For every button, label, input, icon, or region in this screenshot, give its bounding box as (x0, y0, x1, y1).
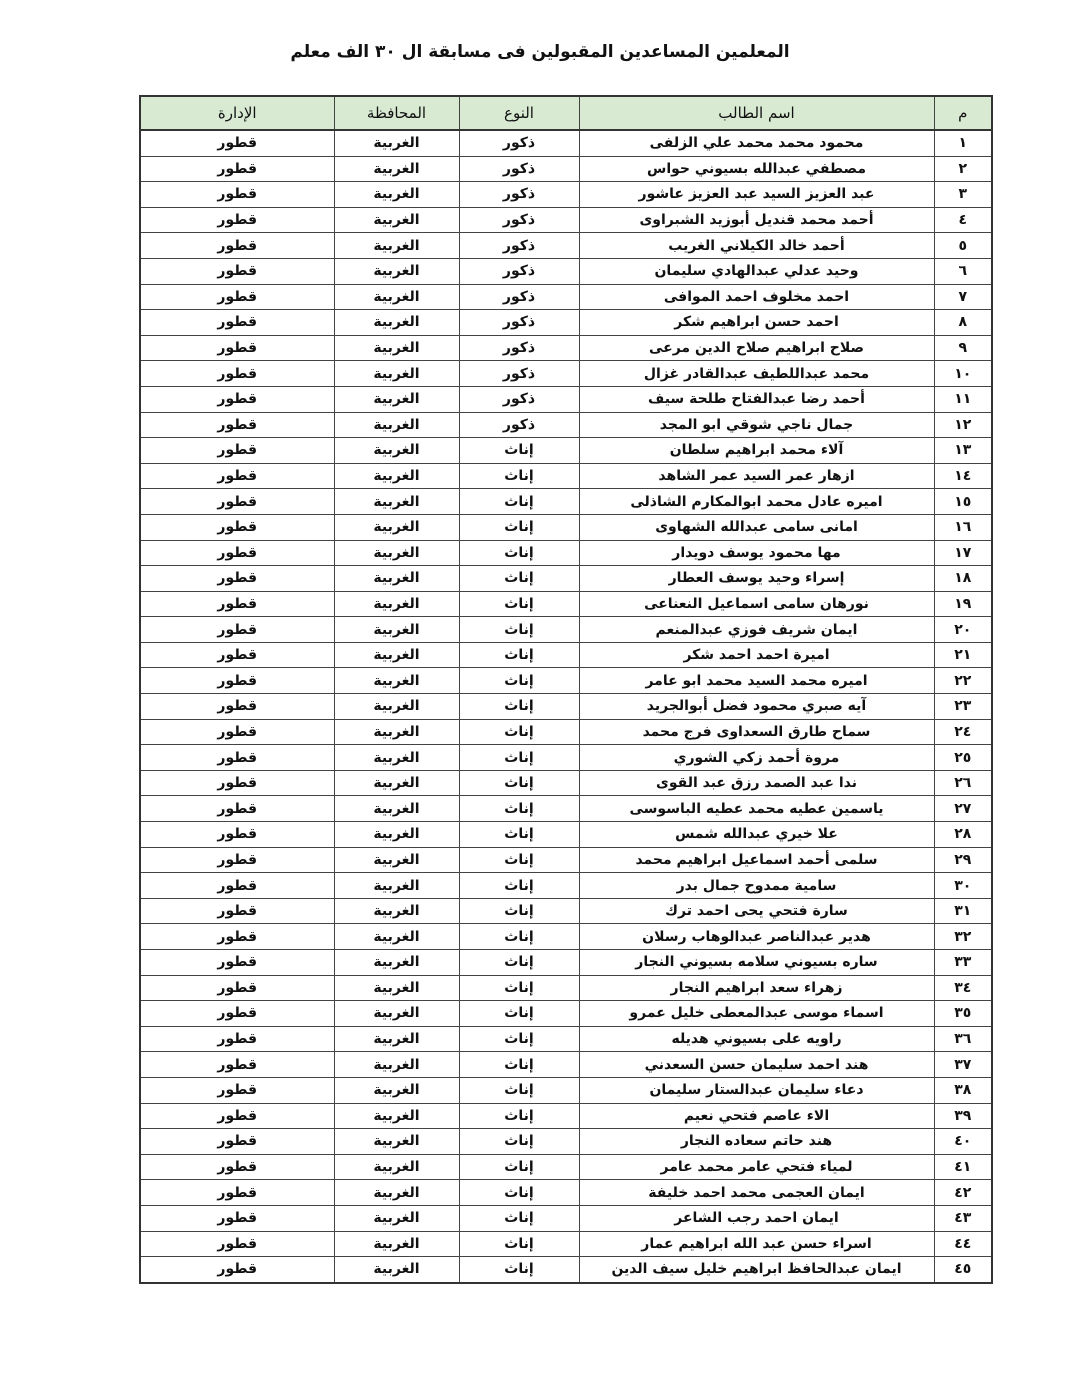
gender-cell: إناث (459, 463, 579, 489)
governorate-cell: الغربية (334, 489, 459, 515)
document-title: المعلمين المساعدين المقبولين فى مسابقة ال ٣٠ الف معلم (290, 42, 790, 62)
table-header-row (140, 96, 992, 130)
table-row (140, 591, 992, 617)
table-body (140, 130, 992, 1283)
administration-cell: قطور (140, 1077, 334, 1103)
row-number: ٢١ (934, 642, 992, 668)
administration-cell: قطور (140, 617, 334, 643)
governorate-cell: الغربية (334, 361, 459, 387)
row-number: ٨ (934, 310, 992, 336)
table-row (140, 1205, 992, 1231)
gender-cell: إناث (459, 745, 579, 771)
student-name: سماح طارق السعداوى فرج محمد (579, 719, 934, 745)
student-name: مصطفي عبدالله بسيوني حواس (579, 156, 934, 182)
table-row (140, 514, 992, 540)
row-number: ٣٥ (934, 1001, 992, 1027)
governorate-cell: الغربية (334, 719, 459, 745)
student-name: أحمد محمد قنديل أبوزيد الشبراوى (579, 207, 934, 233)
column-header-name: اسم الطالب (579, 96, 934, 130)
administration-cell: قطور (140, 130, 334, 156)
student-name: عبد العزيز السيد عبد العزيز عاشور (579, 182, 934, 208)
table-row (140, 1180, 992, 1206)
student-name: الاء عاصم فتحي نعيم (579, 1103, 934, 1129)
gender-cell: ذكور (459, 335, 579, 361)
student-name: سلمى أحمد اسماعيل ابراهيم محمد (579, 847, 934, 873)
governorate-cell: الغربية (334, 335, 459, 361)
row-number: ٣٠ (934, 873, 992, 899)
student-name: هدير عبدالناصر عبدالوهاب رسلان (579, 924, 934, 950)
student-name: محمد عبداللطيف عبدالقادر غزال (579, 361, 934, 387)
administration-cell: قطور (140, 898, 334, 924)
gender-cell: ذكور (459, 130, 579, 156)
student-name: ساره بسيوني سلامه بسيوني النجار (579, 950, 934, 976)
row-number: ٥ (934, 233, 992, 259)
table-row (140, 873, 992, 899)
gender-cell: ذكور (459, 386, 579, 412)
governorate-cell: الغربية (334, 1103, 459, 1129)
student-name: أحمد رضا عبدالفتاح طلحة سيف (579, 386, 934, 412)
gender-cell: إناث (459, 591, 579, 617)
table-row (140, 694, 992, 720)
gender-cell: إناث (459, 847, 579, 873)
administration-cell: قطور (140, 1180, 334, 1206)
column-header-administration: الإدارة (140, 96, 334, 130)
gender-cell: إناث (459, 822, 579, 848)
student-name: وحيد عدلي عبدالهادي سليمان (579, 258, 934, 284)
administration-cell: قطور (140, 694, 334, 720)
student-name: اميرة احمد احمد شكر (579, 642, 934, 668)
administration-cell: قطور (140, 156, 334, 182)
governorate-cell: الغربية (334, 182, 459, 208)
administration-cell: قطور (140, 1103, 334, 1129)
governorate-cell: الغربية (334, 310, 459, 336)
governorate-cell: الغربية (334, 412, 459, 438)
table-row (140, 489, 992, 515)
row-number: ٢٥ (934, 745, 992, 771)
gender-cell: إناث (459, 1077, 579, 1103)
governorate-cell: الغربية (334, 770, 459, 796)
row-number: ١٨ (934, 566, 992, 592)
gender-cell: إناث (459, 489, 579, 515)
table-row (140, 924, 992, 950)
governorate-cell: الغربية (334, 924, 459, 950)
administration-cell: قطور (140, 438, 334, 464)
administration-cell: قطور (140, 745, 334, 771)
table-row (140, 1001, 992, 1027)
governorate-cell: الغربية (334, 950, 459, 976)
gender-cell: ذكور (459, 182, 579, 208)
row-number: ٩ (934, 335, 992, 361)
table-row (140, 361, 992, 387)
gender-cell: ذكور (459, 258, 579, 284)
gender-cell: إناث (459, 898, 579, 924)
table-row (140, 642, 992, 668)
row-number: ٢٢ (934, 668, 992, 694)
table-row (140, 898, 992, 924)
governorate-cell: الغربية (334, 207, 459, 233)
table-row (140, 438, 992, 464)
row-number: ٣٧ (934, 1052, 992, 1078)
row-number: ٢ (934, 156, 992, 182)
table-row (140, 566, 992, 592)
table-row (140, 745, 992, 771)
governorate-cell: الغربية (334, 642, 459, 668)
table-row (140, 822, 992, 848)
gender-cell: إناث (459, 1154, 579, 1180)
administration-cell: قطور (140, 1257, 334, 1283)
governorate-cell: الغربية (334, 438, 459, 464)
student-name: ياسمين عطيه محمد عطيه الباسوسى (579, 796, 934, 822)
gender-cell: إناث (459, 540, 579, 566)
governorate-cell: الغربية (334, 1129, 459, 1155)
administration-cell: قطور (140, 310, 334, 336)
student-name: راويه على بسيوني هديله (579, 1026, 934, 1052)
administration-cell: قطور (140, 591, 334, 617)
student-name: آلاء محمد ابراهيم سلطان (579, 438, 934, 464)
governorate-cell: الغربية (334, 694, 459, 720)
gender-cell: ذكور (459, 412, 579, 438)
student-name: سارة فتحي يحى احمد ترك (579, 898, 934, 924)
administration-cell: قطور (140, 284, 334, 310)
administration-cell: قطور (140, 770, 334, 796)
table-row (140, 284, 992, 310)
table-row (140, 847, 992, 873)
administration-cell: قطور (140, 1052, 334, 1078)
student-name: أحمد خالد الكيلاني الغريب (579, 233, 934, 259)
governorate-cell: الغربية (334, 284, 459, 310)
governorate-cell: الغربية (334, 668, 459, 694)
student-name: مها محمود يوسف دويدار (579, 540, 934, 566)
administration-cell: قطور (140, 873, 334, 899)
table-row (140, 182, 992, 208)
administration-cell: قطور (140, 847, 334, 873)
student-name: ايمان احمد رجب الشاعر (579, 1205, 934, 1231)
row-number: ٣٨ (934, 1077, 992, 1103)
governorate-cell: الغربية (334, 386, 459, 412)
gender-cell: إناث (459, 796, 579, 822)
governorate-cell: الغربية (334, 233, 459, 259)
gender-cell: ذكور (459, 207, 579, 233)
student-name: مروة أحمد زكي الشوري (579, 745, 934, 771)
gender-cell: ذكور (459, 284, 579, 310)
student-name: هند احمد سليمان حسن السعدني (579, 1052, 934, 1078)
student-name: اميره عادل محمد ابوالمكارم الشاذلى (579, 489, 934, 515)
student-name: زهراء سعد ابراهيم النجار (579, 975, 934, 1001)
administration-cell: قطور (140, 489, 334, 515)
row-number: ٤٤ (934, 1231, 992, 1257)
administration-cell: قطور (140, 514, 334, 540)
governorate-cell: الغربية (334, 1257, 459, 1283)
student-name: سامية ممدوح جمال بدر (579, 873, 934, 899)
administration-cell: قطور (140, 258, 334, 284)
gender-cell: إناث (459, 950, 579, 976)
row-number: ١٠ (934, 361, 992, 387)
row-number: ٤٢ (934, 1180, 992, 1206)
row-number: ٣٩ (934, 1103, 992, 1129)
administration-cell: قطور (140, 719, 334, 745)
administration-cell: قطور (140, 566, 334, 592)
student-name: ازهار عمر السيد عمر الشاهد (579, 463, 934, 489)
governorate-cell: الغربية (334, 566, 459, 592)
table-row (140, 412, 992, 438)
administration-cell: قطور (140, 463, 334, 489)
row-number: ٢٦ (934, 770, 992, 796)
governorate-cell: الغربية (334, 822, 459, 848)
column-header-governorate: المحافظة (334, 96, 459, 130)
governorate-cell: الغربية (334, 156, 459, 182)
gender-cell: إناث (459, 694, 579, 720)
governorate-cell: الغربية (334, 1231, 459, 1257)
gender-cell: إناث (459, 438, 579, 464)
governorate-cell: الغربية (334, 1205, 459, 1231)
governorate-cell: الغربية (334, 463, 459, 489)
administration-cell: قطور (140, 642, 334, 668)
row-number: ١٧ (934, 540, 992, 566)
gender-cell: ذكور (459, 361, 579, 387)
administration-cell: قطور (140, 361, 334, 387)
governorate-cell: الغربية (334, 1026, 459, 1052)
table-row (140, 950, 992, 976)
table-row (140, 1257, 992, 1283)
governorate-cell: الغربية (334, 617, 459, 643)
table-row (140, 130, 992, 156)
governorate-cell: الغربية (334, 847, 459, 873)
table-row (140, 1231, 992, 1257)
gender-cell: ذكور (459, 156, 579, 182)
accepted-teachers-table (139, 95, 993, 1284)
row-number: ١٤ (934, 463, 992, 489)
gender-cell: إناث (459, 975, 579, 1001)
administration-cell: قطور (140, 975, 334, 1001)
gender-cell: إناث (459, 1180, 579, 1206)
student-name: نورهان سامى اسماعيل النعناعى (579, 591, 934, 617)
gender-cell: إناث (459, 1231, 579, 1257)
row-number: ٤١ (934, 1154, 992, 1180)
table-row (140, 1103, 992, 1129)
administration-cell: قطور (140, 1026, 334, 1052)
student-name: احمد مخلوف احمد الموافى (579, 284, 934, 310)
gender-cell: إناث (459, 1129, 579, 1155)
administration-cell: قطور (140, 386, 334, 412)
governorate-cell: الغربية (334, 873, 459, 899)
row-number: ٤٣ (934, 1205, 992, 1231)
student-name: اسراء حسن عبد الله ابراهيم عمار (579, 1231, 934, 1257)
gender-cell: إناث (459, 1205, 579, 1231)
row-number: ٣٤ (934, 975, 992, 1001)
student-name: احمد حسن ابراهيم شكر (579, 310, 934, 336)
governorate-cell: الغربية (334, 514, 459, 540)
row-number: ٢٣ (934, 694, 992, 720)
gender-cell: إناث (459, 668, 579, 694)
governorate-cell: الغربية (334, 796, 459, 822)
row-number: ٣١ (934, 898, 992, 924)
governorate-cell: الغربية (334, 1052, 459, 1078)
table-row (140, 1129, 992, 1155)
gender-cell: إناث (459, 514, 579, 540)
student-name: آيه صبري محمود فضل أبوالجريد (579, 694, 934, 720)
administration-cell: قطور (140, 950, 334, 976)
row-number: ٢٨ (934, 822, 992, 848)
table-row (140, 796, 992, 822)
table-row (140, 386, 992, 412)
administration-cell: قطور (140, 412, 334, 438)
row-number: ١٢ (934, 412, 992, 438)
row-number: ٢٤ (934, 719, 992, 745)
student-name: دعاء سليمان عبدالستار سليمان (579, 1077, 934, 1103)
table-row (140, 463, 992, 489)
table-row (140, 540, 992, 566)
table-row (140, 1052, 992, 1078)
administration-cell: قطور (140, 1231, 334, 1257)
gender-cell: ذكور (459, 310, 579, 336)
row-number: ١١ (934, 386, 992, 412)
row-number: ٢٧ (934, 796, 992, 822)
student-name: ندا عبد الصمد رزق عبد القوى (579, 770, 934, 796)
student-name: علا خيري عبدالله شمس (579, 822, 934, 848)
governorate-cell: الغربية (334, 745, 459, 771)
governorate-cell: الغربية (334, 1001, 459, 1027)
gender-cell: إناث (459, 770, 579, 796)
administration-cell: قطور (140, 182, 334, 208)
governorate-cell: الغربية (334, 130, 459, 156)
row-number: ٤٥ (934, 1257, 992, 1283)
student-name: امانى سامى عبدالله الشهاوى (579, 514, 934, 540)
table-row (140, 617, 992, 643)
student-name: ايمان العجمى محمد احمد خليفة (579, 1180, 934, 1206)
row-number: ٣٢ (934, 924, 992, 950)
table-row (140, 1026, 992, 1052)
administration-cell: قطور (140, 1154, 334, 1180)
administration-cell: قطور (140, 540, 334, 566)
student-name: محمود محمد محمد علي الزلفى (579, 130, 934, 156)
table-row (140, 233, 992, 259)
column-header-gender: النوع (459, 96, 579, 130)
table-row (140, 770, 992, 796)
column-header-number: م (934, 96, 992, 130)
gender-cell: إناث (459, 566, 579, 592)
administration-cell: قطور (140, 668, 334, 694)
gender-cell: إناث (459, 642, 579, 668)
governorate-cell: الغربية (334, 1180, 459, 1206)
administration-cell: قطور (140, 822, 334, 848)
administration-cell: قطور (140, 335, 334, 361)
governorate-cell: الغربية (334, 898, 459, 924)
table-row (140, 975, 992, 1001)
gender-cell: إناث (459, 1001, 579, 1027)
table-row (140, 310, 992, 336)
row-number: ٤ (934, 207, 992, 233)
governorate-cell: الغربية (334, 1077, 459, 1103)
governorate-cell: الغربية (334, 591, 459, 617)
governorate-cell: الغربية (334, 1154, 459, 1180)
table-row (140, 156, 992, 182)
table-row (140, 207, 992, 233)
student-name: ايمان عبدالحافظ ابراهيم خليل سيف الدين (579, 1257, 934, 1283)
table-row (140, 1154, 992, 1180)
gender-cell: إناث (459, 1026, 579, 1052)
student-name: لمياء فتحي عامر محمد عامر (579, 1154, 934, 1180)
table-row (140, 719, 992, 745)
row-number: ١٥ (934, 489, 992, 515)
gender-cell: إناث (459, 1052, 579, 1078)
table-row (140, 668, 992, 694)
administration-cell: قطور (140, 1129, 334, 1155)
row-number: ٢٠ (934, 617, 992, 643)
governorate-cell: الغربية (334, 258, 459, 284)
administration-cell: قطور (140, 796, 334, 822)
gender-cell: إناث (459, 617, 579, 643)
table-row (140, 335, 992, 361)
administration-cell: قطور (140, 1205, 334, 1231)
row-number: ١٣ (934, 438, 992, 464)
row-number: ١٦ (934, 514, 992, 540)
gender-cell: إناث (459, 873, 579, 899)
student-name: صلاح ابراهيم صلاح الدين مرعى (579, 335, 934, 361)
gender-cell: إناث (459, 719, 579, 745)
student-name: هند حاتم سعاده النجار (579, 1129, 934, 1155)
administration-cell: قطور (140, 1001, 334, 1027)
row-number: ٣ (934, 182, 992, 208)
administration-cell: قطور (140, 233, 334, 259)
row-number: ٦ (934, 258, 992, 284)
row-number: ١ (934, 130, 992, 156)
row-number: ٧ (934, 284, 992, 310)
gender-cell: إناث (459, 1103, 579, 1129)
student-name: ايمان شريف فوزي عبدالمنعم (579, 617, 934, 643)
row-number: ٤٠ (934, 1129, 992, 1155)
table-row (140, 258, 992, 284)
governorate-cell: الغربية (334, 975, 459, 1001)
gender-cell: إناث (459, 924, 579, 950)
administration-cell: قطور (140, 924, 334, 950)
administration-cell: قطور (140, 207, 334, 233)
student-name: اميره محمد السيد محمد ابو عامر (579, 668, 934, 694)
row-number: ٢٩ (934, 847, 992, 873)
gender-cell: ذكور (459, 233, 579, 259)
gender-cell: إناث (459, 1257, 579, 1283)
student-name: جمال ناجي شوقي ابو المجد (579, 412, 934, 438)
row-number: ١٩ (934, 591, 992, 617)
row-number: ٣٣ (934, 950, 992, 976)
student-name: إسراء وحيد يوسف العطار (579, 566, 934, 592)
governorate-cell: الغربية (334, 540, 459, 566)
table-row (140, 1077, 992, 1103)
row-number: ٣٦ (934, 1026, 992, 1052)
student-name: اسماء موسى عبدالمعطى خليل عمرو (579, 1001, 934, 1027)
